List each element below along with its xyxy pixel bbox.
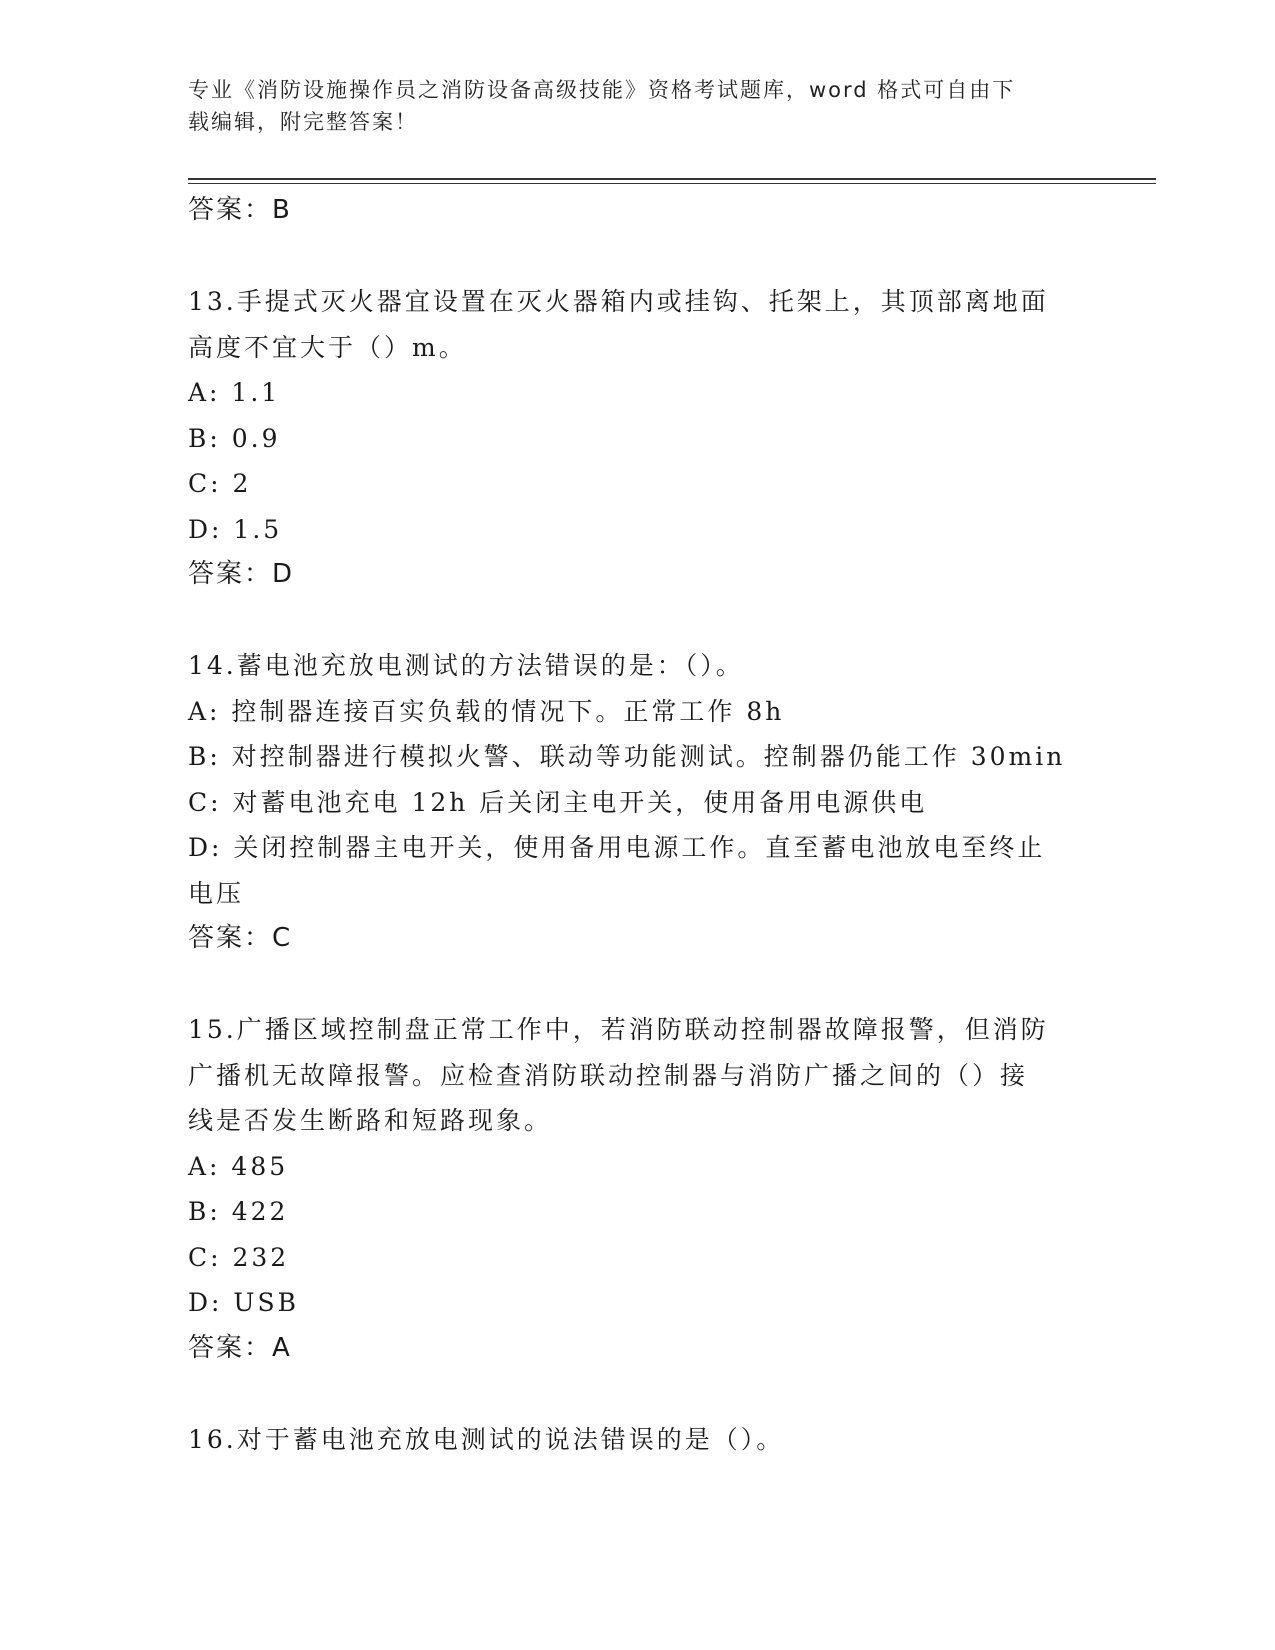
question-15 xyxy=(188,1007,1088,1371)
option-b: B: 422 xyxy=(188,1197,289,1226)
option-d-continued: 电压 xyxy=(188,878,245,908)
question-14 xyxy=(188,643,1088,962)
question-stem: 高度不宜大于（）m。 xyxy=(188,332,467,362)
document-header xyxy=(188,74,1078,138)
question-16 xyxy=(188,1417,1088,1463)
option-c: C: 232 xyxy=(188,1242,290,1272)
header-line-1: 专业《消防设施操作员之消防设备高级技能》资格考试题库，word 格式可自由下 xyxy=(188,78,1016,102)
option-a: A: 控制器连接百实负载的情况下。正常工作 8h xyxy=(188,696,785,726)
question-stem: 14.蓄电池充放电测试的方法错误的是：（）。 xyxy=(188,651,744,680)
answer-previous: 答案：B xyxy=(188,195,292,225)
answer: 答案：A xyxy=(188,1332,292,1363)
option-d: D: 关闭控制器主电开关，使用备用电源工作。直至蓄电池放电至终止 xyxy=(188,833,1046,862)
document-body xyxy=(188,188,1088,1462)
question-stem: 广播机无故障报警。应检查消防联动控制器与消防广播之间的（）接 xyxy=(188,1060,1029,1090)
answer: 答案：C xyxy=(188,923,293,953)
question-stem: 16.对于蓄电池充放电测试的说法错误的是（）。 xyxy=(188,1424,785,1454)
question-stem: 15.广播区域控制盘正常工作中，若消防联动控制器故障报警，但消防 xyxy=(188,1015,1049,1044)
option-b: B: 0.9 xyxy=(188,423,281,453)
question-stem: 13.手提式灭火器宜设置在灭火器箱内或挂钩、托架上，其顶部离地面 xyxy=(188,287,1049,316)
option-a: A: 485 xyxy=(188,1151,289,1181)
option-c: C: 2 xyxy=(188,469,252,498)
question-13 xyxy=(188,279,1088,598)
option-c: C: 对蓄电池充电 12h 后关闭主电开关，使用备用电源供电 xyxy=(188,787,928,817)
header-rule-thin xyxy=(188,183,1156,184)
option-d: D: USB xyxy=(188,1288,299,1317)
option-a: A: 1.1 xyxy=(188,378,281,407)
option-b: B: 对控制器进行模拟火警、联动等功能测试。控制器仍能工作 30min xyxy=(188,742,1066,771)
header-rule-thick xyxy=(188,178,1156,180)
question-stem: 线是否发生断路和短路现象。 xyxy=(188,1106,553,1135)
header-line-2: 载编辑，附完整答案！ xyxy=(188,110,418,134)
option-d: D: 1.5 xyxy=(188,514,283,544)
answer: 答案：D xyxy=(188,559,295,589)
